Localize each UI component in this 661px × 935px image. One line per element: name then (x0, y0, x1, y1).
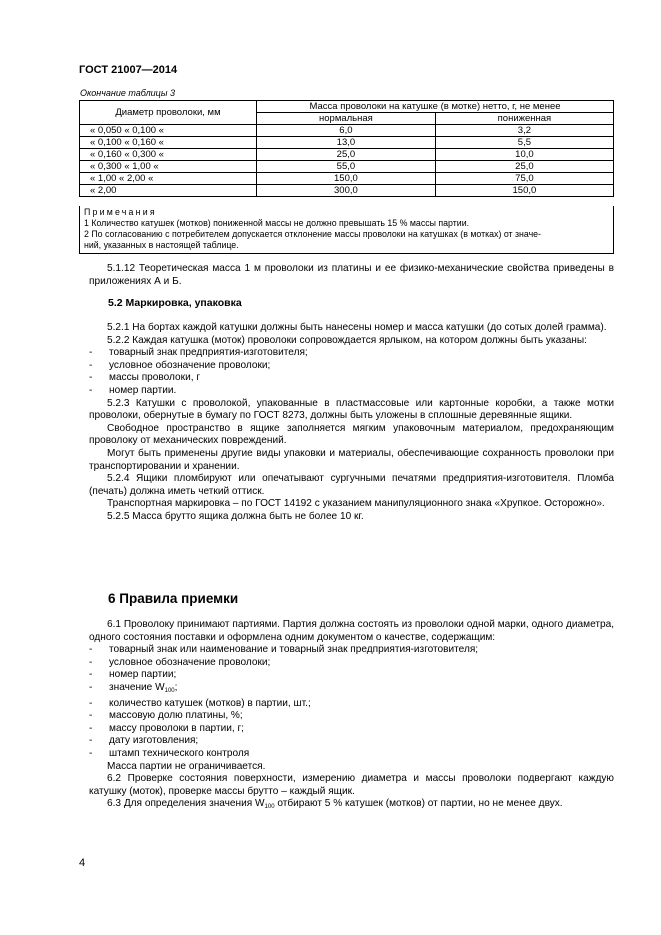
table-row (80, 137, 614, 149)
note-2-line-2: ний, указанных в настоящей таблице. (84, 240, 239, 250)
notes-title: Примечания (84, 207, 157, 217)
cell-normal: 300,0 (257, 185, 436, 197)
list-item: - массовую долю платины, %; (89, 710, 243, 722)
cell-normal: 6,0 (257, 125, 436, 137)
note-2-line-1: 2 По согласованию с потребителем допускается отклонение массы проволоки на катушках (в мотках) от значе- (84, 229, 541, 239)
cell-diameter: « 0,300 « 1,00 « (80, 161, 257, 173)
wire-mass-table (79, 100, 614, 197)
paragraph-5-2-5: 5.2.5 Масса брутто ящика должна быть не более 10 кг. (107, 510, 364, 522)
list-item: - номер партии. (89, 384, 177, 396)
document-header: ГОСТ 21007—2014 (79, 64, 178, 76)
col-header-mass: Масса проволоки на катушке (в мотке) нетто, г, не менее (257, 101, 614, 113)
cell-reduced: 10,0 (435, 149, 613, 161)
list-item: - товарный знак предприятия-изготовителя; (89, 347, 308, 359)
section-6-body (89, 619, 614, 814)
paragraph-5-2-2: 5.2.2 Каждая катушка (моток) проволоки сопровождается ярлыком, на котором должны быть указаны: (107, 334, 587, 346)
table-row (80, 185, 614, 197)
cell-normal: 150,0 (257, 173, 436, 185)
paragraph: 5.1.12 Теоретическая масса 1 м проволоки из платины и ее физико-механические свойства приведены в приложениях А и Б. (89, 263, 614, 287)
col-header-normal: нормальная (257, 113, 436, 125)
note-1: 1 Количество катушек (мотков) пониженной массы не должно превышать 15 % массы партии. (84, 218, 470, 228)
cell-diameter: « 0,050 « 0,100 « (80, 125, 257, 137)
paragraph: Свободное пространство в ящике заполняется мягким упаковочным материалом, предохраняющим проволоку от механических повреждений. (89, 422, 614, 447)
section-5-2-body (89, 322, 614, 524)
cell-reduced: 75,0 (435, 173, 613, 185)
list-item: - дату изготовления; (89, 735, 199, 747)
cell-diameter: « 0,160 « 0,300 « (80, 149, 257, 161)
paragraph-6-1: 6.1 Проволоку принимают партиями. Партия должна состоять из проволоки одной марки, одного диаметра, одного состояния поставки и оформлена одним документом о качестве, содержащим: (89, 619, 614, 643)
cell-normal: 25,0 (257, 149, 436, 161)
paragraph: Масса партии не ограничивается. (107, 760, 266, 772)
section-heading-6: 6 Правила приемки (108, 591, 239, 606)
table-row (80, 149, 614, 161)
paragraph-6-3: 6.3 Для определения значения $W_{100}$ отбирают 5 % катушек (мотков) от партии, но не менее двух. (107, 798, 563, 811)
paragraph-5-2-3: 5.2.3 Катушки с проволокой, упакованные в пластмассовые или картонные коробки, а также мотки проволоки, обернутые в бумагу по ГОСТ 8273, должны быть уложены в сплошные деревянные ящики. (89, 397, 614, 422)
paragraph: Транспортная маркировка – по ГОСТ 14192 с указанием манипуляционного знака «Хрупкое. Осторожно». (107, 498, 605, 510)
list-item: - условное обозначение проволоки; (89, 359, 271, 371)
list-item: - массы проволоки, г (89, 372, 201, 384)
table-notes (79, 206, 614, 254)
cell-diameter: « 0,100 « 0,160 « (80, 137, 257, 149)
list-item: - условное обозначение проволоки; (89, 656, 271, 668)
list-item: - значение $W_{100}$; (89, 681, 178, 694)
paragraph-6-2: 6.2 Проверке состояния поверхности, измерению диаметра и массы проволоки подвергают каждую катушку (моток), проверке массы брутто – каждый ящик. (89, 773, 614, 797)
cell-reduced: 150,0 (435, 185, 613, 197)
col-header-diameter: Диаметр проволоки, мм (80, 101, 257, 125)
page-number: 4 (79, 857, 86, 869)
paragraph: Могут быть применены другие виды упаковки и материалы, обеспечивающие сохранность проволоки при транспортировании и хранении. (89, 447, 614, 472)
list-item: - штамп технического контроля (89, 747, 250, 759)
cell-diameter: « 1,00 « 2,00 « (80, 173, 257, 185)
paragraph-5-2-4: 5.2.4 Ящики пломбируют или опечатывают сургучными печатями предприятия-изготовителя. Пломба (печать) должна иметь четкий оттиск. (89, 473, 614, 497)
cell-reduced: 5,5 (435, 137, 613, 149)
table-caption: Окончание таблицы 3 (80, 88, 175, 98)
paragraph-5-2-1: 5.2.1 На бортах каждой катушки должны быть нанесены номер и масса катушки (до сотых долей грамма). (107, 322, 607, 333)
list-item: - массу проволоки в партии, г; (89, 722, 244, 734)
cell-reduced: 3,2 (435, 125, 613, 137)
list-item: - товарный знак или наименование и товарный знак предприятия-изготовителя; (89, 644, 479, 656)
cell-reduced: 25,0 (435, 161, 613, 173)
table-row (80, 173, 614, 185)
cell-normal: 13,0 (257, 137, 436, 149)
section-heading-5-2: 5.2 Маркировка, упаковка (108, 297, 242, 309)
cell-diameter: « 2,00 (80, 185, 257, 197)
table-row (80, 161, 614, 173)
list-item: - количество катушек (мотков) в партии, шт.; (89, 697, 311, 709)
cell-normal: 55,0 (257, 161, 436, 173)
list-item: - номер партии; (89, 669, 177, 681)
col-header-reduced: пониженная (435, 113, 613, 125)
clause-5-1-12 (89, 263, 614, 288)
table-row (80, 125, 614, 137)
